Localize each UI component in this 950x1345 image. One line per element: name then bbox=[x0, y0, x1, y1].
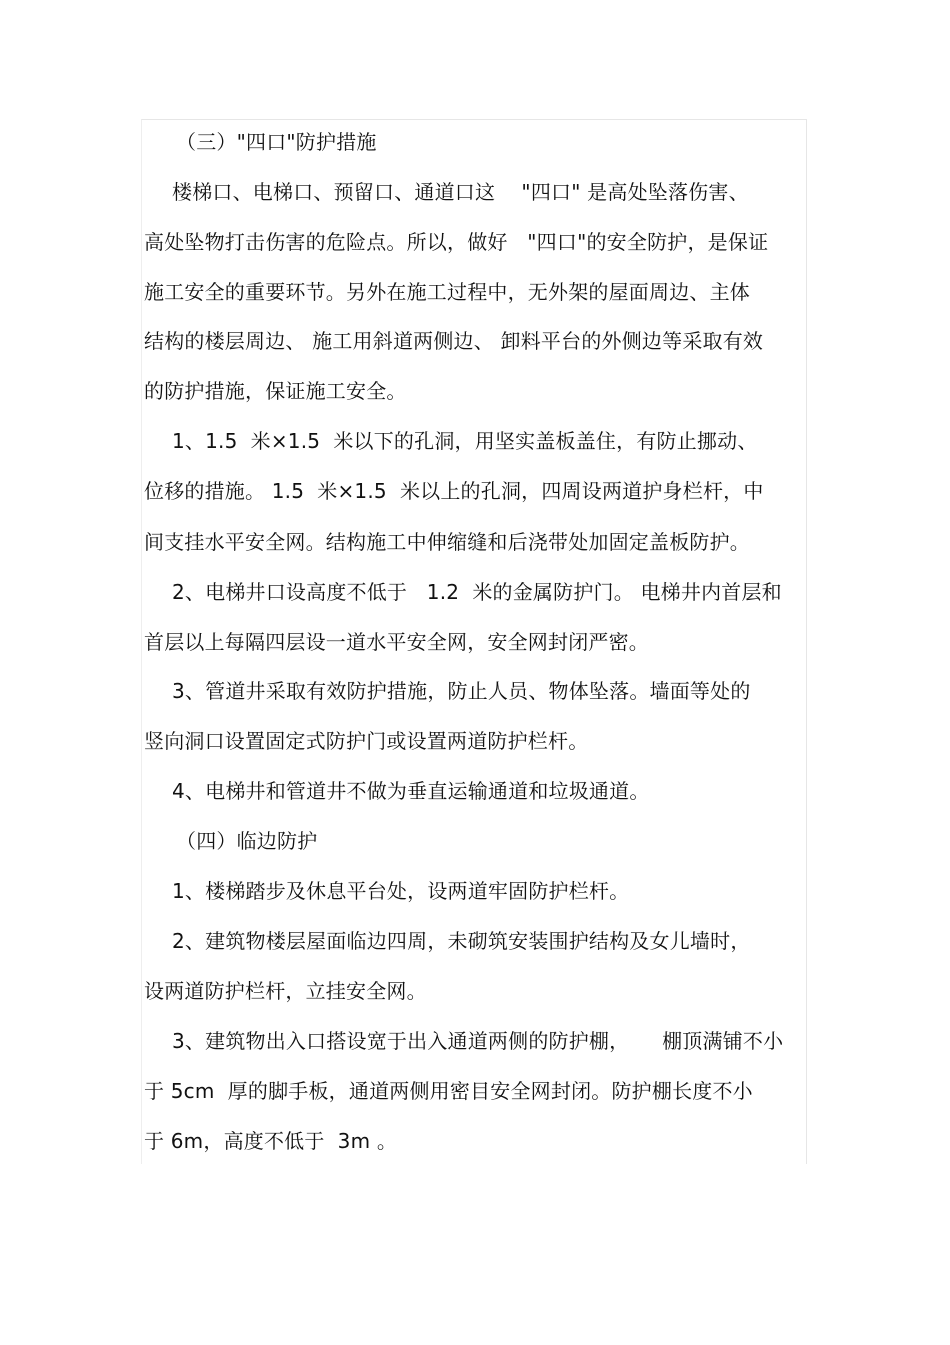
section-heading-four-openings: （三）"四口"防护措施 bbox=[176, 130, 377, 154]
paragraph-line: 1、楼梯踏步及休息平台处，设两道牢固防护栏杆。 bbox=[172, 879, 630, 903]
paragraph-line: 高处坠物打击伤害的危险点。所以，做好 "四口"的安全防护，是保证 bbox=[144, 230, 769, 254]
paragraph-line: 2、电梯井口设高度不低于 1.2 米的金属防护门。 电梯井内首层和 bbox=[172, 580, 782, 604]
paragraph-line: 4、电梯井和管道井不做为垂直运输通道和垃圾通道。 bbox=[172, 779, 650, 803]
paragraph-line: 结构的楼层周边、 施工用斜道两侧边、 卸料平台的外侧边等采取有效 bbox=[144, 329, 764, 353]
paragraph-line: 2、建筑物楼层屋面临边四周，未砌筑安装围护结构及女儿墙时， bbox=[172, 929, 751, 953]
paragraph-line: 的防护措施，保证施工安全。 bbox=[144, 379, 407, 403]
paragraph-line: 于 6m，高度不低于 3m 。 bbox=[144, 1129, 398, 1153]
paragraph-line: 设两道防护栏杆，立挂安全网。 bbox=[144, 979, 427, 1003]
paragraph-line: 楼梯口、电梯口、预留口、通道口这 "四口" 是高处坠落伤害、 bbox=[172, 180, 749, 204]
paragraph-line: 3、管道井采取有效防护措施，防止人员、物体坠落。墙面等处的 bbox=[172, 679, 751, 703]
paragraph-line: 间支挂水平安全网。结构施工中伸缩缝和后浇带处加固定盖板防护。 bbox=[144, 530, 750, 554]
paragraph-line: 于 5cm 厚的脚手板，通道两侧用密目安全网封闭。防护棚长度不小 bbox=[144, 1079, 753, 1103]
paragraph-line: 首层以上每隔四层设一道水平安全网，安全网封闭严密。 bbox=[144, 630, 649, 654]
paragraph-line: 竖向洞口设置固定式防护门或设置两道防护栏杆。 bbox=[144, 729, 589, 753]
section-heading-edge-protection: （四）临边防护 bbox=[176, 829, 318, 853]
paragraph-line: 施工安全的重要环节。另外在施工过程中，无外架的屋面周边、主体 bbox=[144, 280, 750, 304]
paragraph-line: 1、1.5 米×1.5 米以下的孔洞，用坚实盖板盖住，有防止挪动、 bbox=[172, 429, 758, 453]
paragraph-line: 位移的措施。 1.5 米×1.5 米以上的孔洞，四周设两道护身栏杆，中 bbox=[144, 479, 764, 503]
paragraph-line: 3、建筑物出入口搭设宽于出入通道两侧的防护棚， 棚顶满铺不小 bbox=[172, 1029, 784, 1053]
